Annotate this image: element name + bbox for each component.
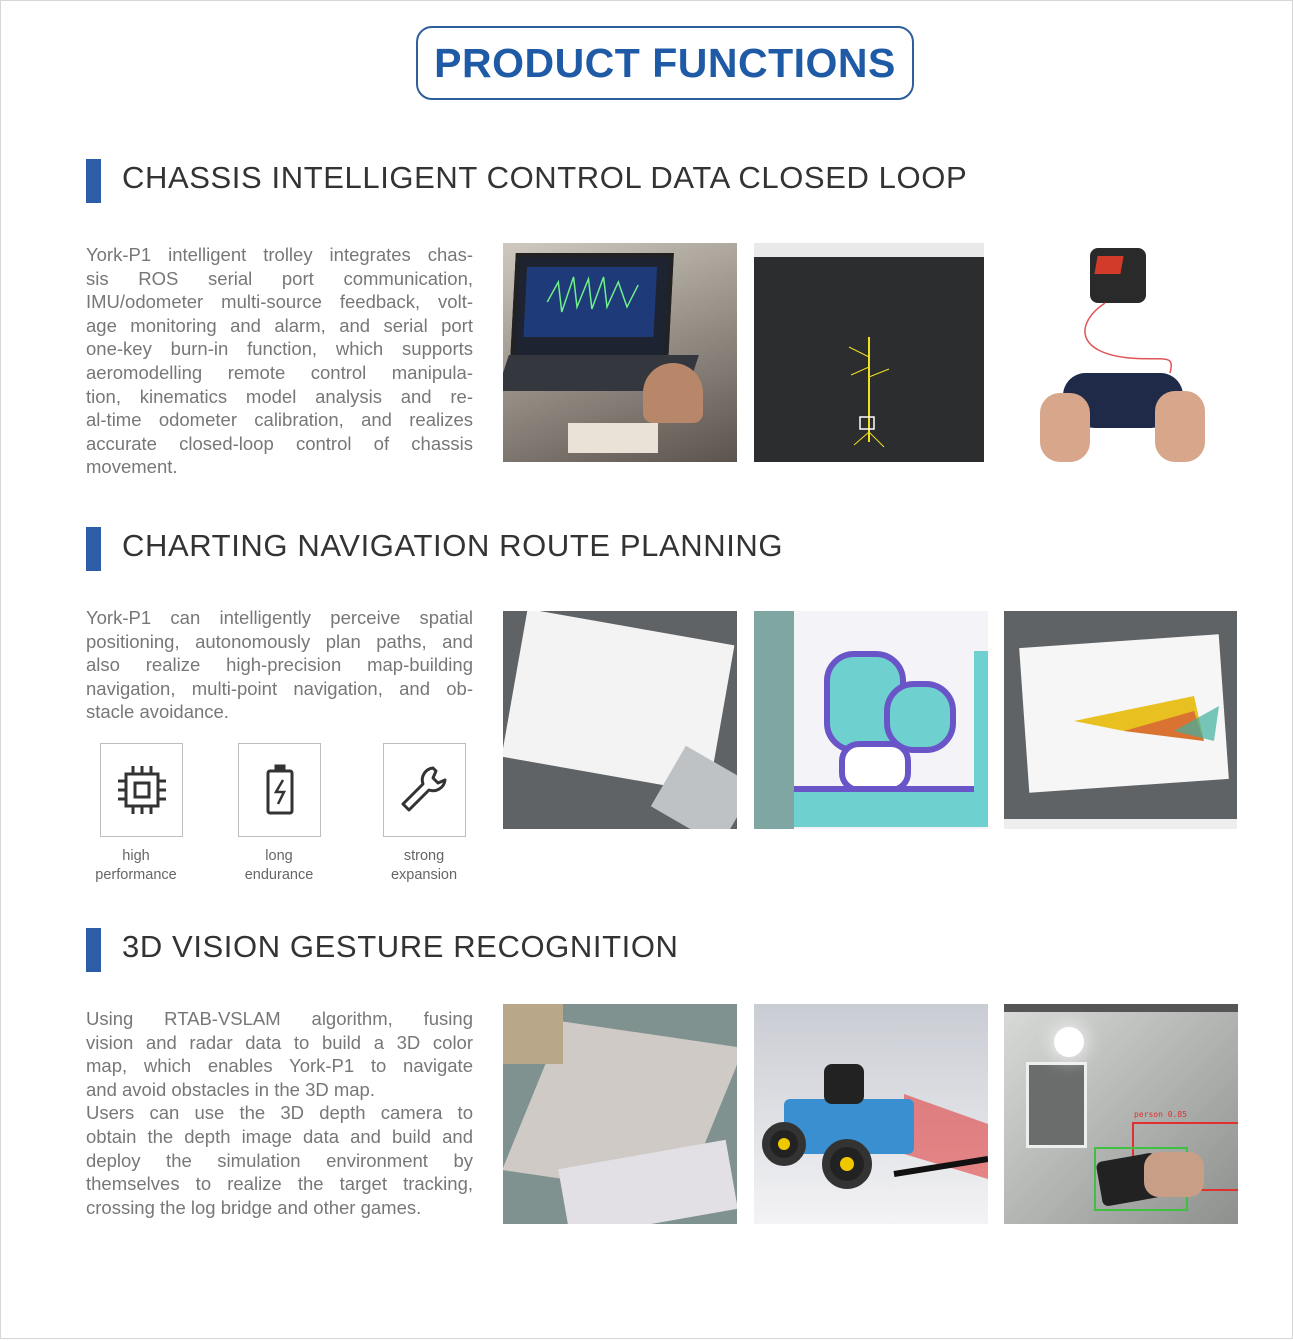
section-text-vision	[86, 1007, 473, 1219]
text-line: map, which enables York-P1 to navigate	[86, 1055, 473, 1077]
section-accent-bar	[86, 928, 101, 972]
text-line: themselves to realize the target tracking,	[86, 1173, 473, 1195]
feature-strong-expansion	[383, 743, 466, 837]
text-line: Using RTAB-VSLAM algorithm, fusing	[86, 1008, 473, 1029]
text-line: Users can use the 3D depth camera to	[86, 1102, 473, 1124]
chip-icon	[115, 763, 169, 817]
feature-label-line: high	[122, 848, 150, 864]
feature-label-line: endurance	[244, 867, 314, 883]
text-line: York-P1 can intelligently perceive spatial	[86, 607, 473, 628]
path-planning-map-image	[1004, 611, 1237, 829]
slam-map-image	[503, 611, 737, 829]
text-line: crossing the log bridge and other games.	[86, 1196, 422, 1218]
text-line: also realize high-precision map-building	[86, 654, 473, 676]
section-title-chassis: CHASSIS INTELLIGENT CONTROL DATA CLOSED LOOP	[122, 160, 968, 195]
3d-color-map-image	[503, 1004, 737, 1224]
text-line: aeromodelling remote control manipula-	[86, 361, 473, 383]
gesture-detection-camera-image	[1004, 1004, 1238, 1224]
feature-label	[76, 847, 196, 885]
detection-label: person 0.85	[1134, 1110, 1187, 1119]
page-title: PRODUCT FUNCTIONS	[434, 39, 896, 86]
text-line: and avoid obstacles in the 3D map.	[86, 1078, 375, 1100]
text-line: vision and radar data to build a 3D color	[86, 1031, 473, 1053]
section-title-navigation: CHARTING NAVIGATION ROUTE PLANNING	[122, 528, 784, 563]
text-line: sis ROS serial port communication,	[86, 267, 473, 289]
text-line: deploy the simulation environment by	[86, 1149, 473, 1171]
feature-label-line: strong	[403, 848, 445, 864]
text-line: stacle avoidance.	[86, 701, 229, 723]
feature-label	[219, 847, 339, 885]
wrench-icon	[397, 762, 453, 818]
text-line: movement.	[86, 456, 178, 478]
text-line: one-key burn-in function, which supports	[86, 338, 473, 360]
gamepad-remote-control-photo	[1035, 243, 1207, 462]
feature-long-endurance	[238, 743, 321, 837]
text-line: obtain the depth image data and build and	[86, 1125, 473, 1147]
section-text-navigation	[86, 606, 473, 724]
costmap-navigation-image	[754, 611, 988, 829]
text-line: age monitoring and alarm, and serial port	[86, 314, 473, 336]
section-text-chassis	[86, 243, 473, 479]
text-line: al-time odometer calibration, and realizes	[86, 409, 473, 431]
feature-label	[364, 847, 484, 885]
feature-high-performance	[100, 743, 183, 837]
page-title-box	[416, 26, 914, 100]
text-line: navigation, multi-point navigation, and ob-	[86, 677, 473, 699]
text-line: positioning, autonomously plan paths, and	[86, 630, 473, 652]
feature-label-line: performance	[95, 867, 177, 883]
text-line: accurate closed-loop control of chassis	[86, 432, 473, 454]
robot-car-lidar-image	[754, 1004, 988, 1224]
battery-icon	[253, 763, 307, 817]
feature-label-line: expansion	[390, 867, 458, 883]
feature-label-line: long	[265, 848, 293, 864]
rviz-odometer-screen	[754, 243, 984, 462]
text-line: tion, kinematics model analysis and re-	[86, 385, 473, 407]
text-line: York-P1 intelligent trolley integrates chas-	[86, 244, 473, 265]
text-line: IMU/odometer multi-source feedback, volt-	[86, 291, 473, 313]
section-title-vision: 3D VISION GESTURE RECOGNITION	[122, 929, 679, 964]
section-accent-bar	[86, 527, 101, 571]
laptop-oscilloscope-photo	[503, 243, 737, 462]
section-accent-bar	[86, 159, 101, 203]
